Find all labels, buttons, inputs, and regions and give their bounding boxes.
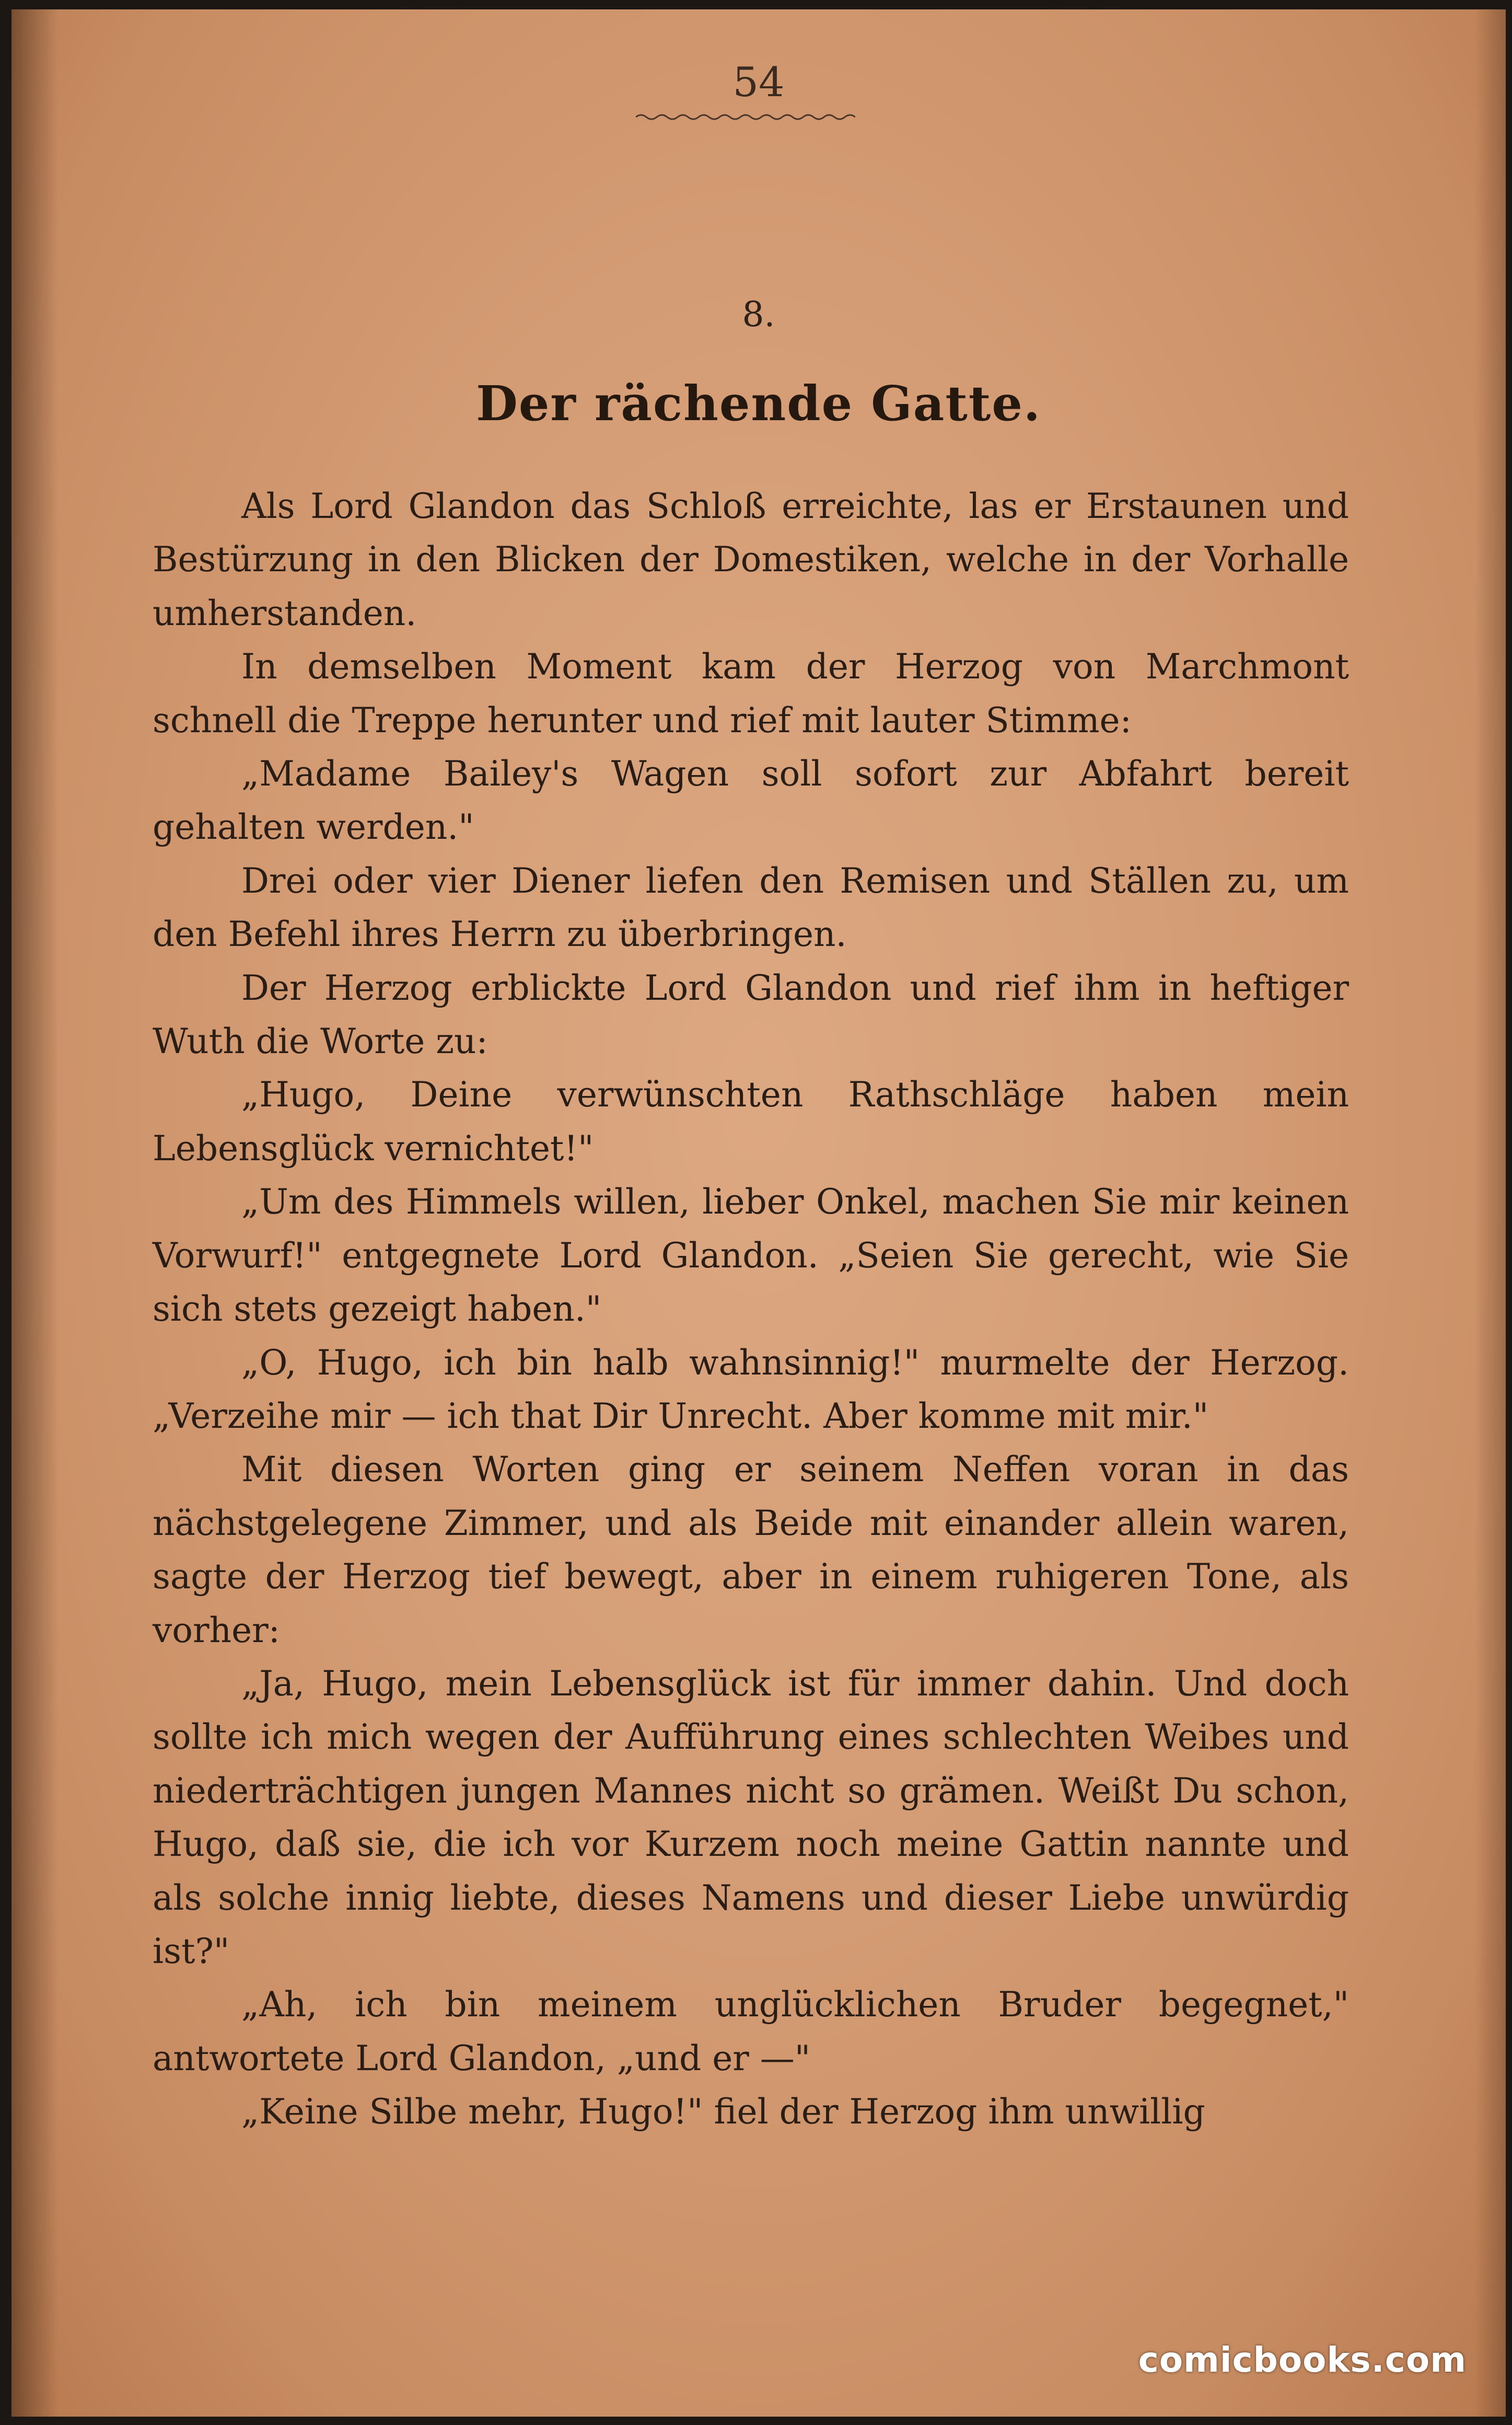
paragraph: „O, Hugo, ich bin halb wahnsinnig!" murmelte der Herzog. „Verzeihe mir — ich that Dir Unrecht. Aber komme mit mir." (153, 1342, 1349, 1436)
chapter-title: Der rächende Gatte. (476, 375, 1041, 432)
paragraph: In demselben Moment kam der Herzog von Marchmont schnell die Treppe herunter und rief mit lauter Stimme: (153, 646, 1349, 741)
ornament-divider (636, 112, 855, 122)
body-text (153, 480, 1349, 2139)
book-page (11, 9, 1506, 2417)
paragraph: „Um des Himmels willen, lieber Onkel, machen Sie mir keinen Vorwurf!" entgegnete Lord Glandon. „Seien Sie gerecht, wie Sie sich stets gezeigt haben." (153, 1182, 1349, 1330)
paragraph: „Keine Silbe mehr, Hugo!" fiel der Herzog ihm unwillig (241, 2092, 1205, 2132)
paragraph: „Madame Bailey's Wagen soll sofort zur Abfahrt bereit gehalten werden." (153, 754, 1349, 848)
page-number: 54 (732, 59, 785, 106)
paragraph: „Ah, ich bin meinem unglücklichen Bruder begegnet," antwortete Lord Glandon, „und er —" (153, 1984, 1349, 2078)
paragraph: „Ja, Hugo, mein Lebensglück ist für immer dahin. Und doch sollte ich mich wegen der Aufführung eines schlechten Weibes und niederträchtigen jungen Mannes nicht so grämen. Weißt Du schon, Hugo, daß sie, die ich vor Kurzem noch meine Gattin nannte und als solche innig liebte, dieses Namens und dieser Liebe unwürdig ist?" (153, 1663, 1349, 1971)
paragraph: Drei oder vier Diener liefen den Remisen und Ställen zu, um den Befehl ihres Herrn zu überbringen. (153, 860, 1349, 955)
paragraph: „Hugo, Deine verwünschten Rathschläge haben mein Lebensglück vernichtet!" (153, 1075, 1349, 1169)
paragraph: Als Lord Glandon das Schloß erreichte, las er Erstaunen und Bestürzung in den Blicken der Domestiken, welche in der Vorhalle umherstanden. (153, 486, 1349, 633)
paragraph: Der Herzog erblickte Lord Glandon und rief ihm in heftiger Wuth die Worte zu: (153, 967, 1349, 1062)
watermark: comicbooks.com (1138, 2340, 1467, 2380)
paragraph: Mit diesen Worten ging er seinem Neffen voran in das nächstgelegene Zimmer, und als Beide mit einander allein waren, sagte der Herzog tief bewegt, aber in einem ruhigeren Tone, als vorher: (153, 1449, 1349, 1650)
chapter-number: 8. (742, 294, 775, 334)
